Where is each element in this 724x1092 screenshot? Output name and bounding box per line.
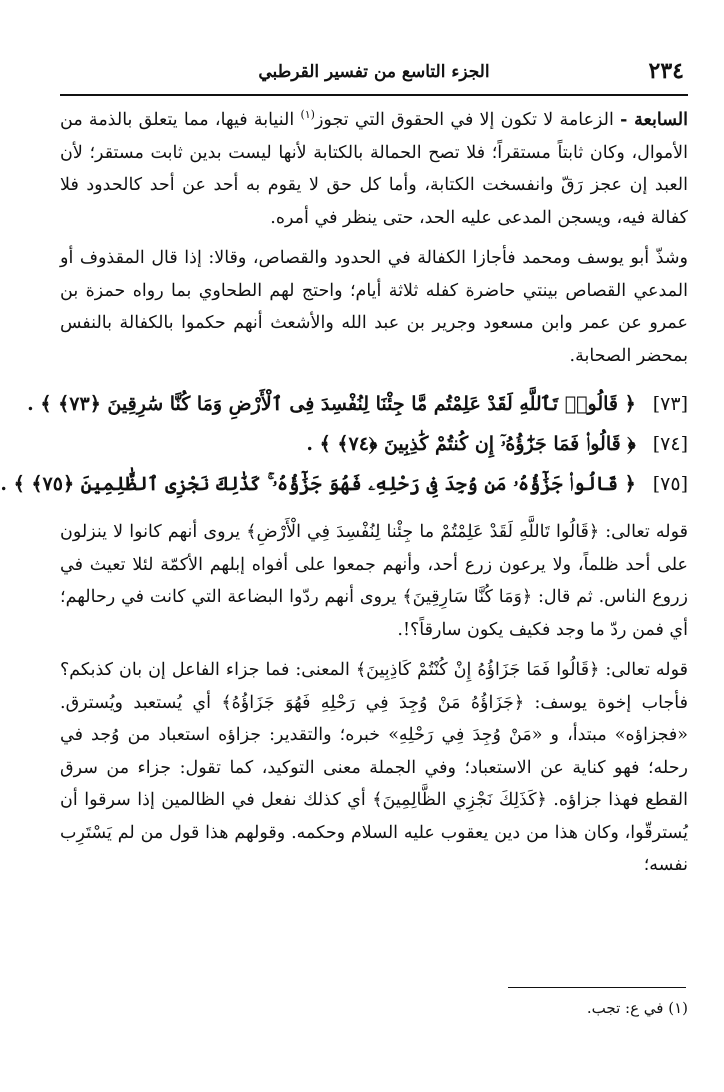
footnote-reference: (١) (300, 108, 315, 122)
page-body (0, 96, 689, 882)
verse-number: [٧٥] (652, 473, 688, 495)
issue-lead: السابعة - (620, 110, 689, 130)
footnote-divider (508, 987, 686, 988)
page-header (60, 54, 688, 96)
verse-text: ﴿ قَالُوا۟ جَزَٰٓؤُهُۥ مَن وُجِدَ فِى رَحْلِهِۦ فَهُوَ جَزَٰٓؤُهُۥ ۚ كَذَٰلِكَ نَجْزِى ٱلظَّٰلِمِينَ ﴿٧٥﴾ ﴾ . (0, 473, 636, 495)
verse-number: [٧٣] (652, 393, 688, 415)
quran-verses (0, 384, 688, 504)
verse-text: ﴿ قَالُوا۟ تَٱللَّهِ لَقَدْ عَلِمْتُم مَّا جِئْنَا لِنُفْسِدَ فِى ٱلْأَرْضِ وَمَا كُنَّا سَٰرِقِينَ ﴿٧٣﴾ ﴾ . (27, 393, 636, 415)
running-title: الجزء التاسع من تفسير القرطبي (258, 62, 490, 82)
verse-75 (0, 464, 688, 504)
footnote: (١) في ع: تجب. (586, 999, 688, 1017)
paragraph-abu-yusuf: وشذّ أبو يوسف ومحمد فأجازا الكفالة في الحدود والقصاص، وقالا: إذا قال المقذوف أو المدعي القصاص بينتي حاضرة كفله ثلاثة أيام؛ واحتج لهم الطحاوي بما رواه حمزة بن عمرو عن عمر وابن مسعود وجرير بن عبد الله والأشعث أنهم حكموا بالكفالة بالنفس بمحضر الصحابة. (60, 248, 688, 366)
book-page (0, 54, 689, 1054)
verse-text: ﴿ قَالُوا۟ فَمَا جَزَٰٓؤُهُۥٓ إِن كُنتُمْ كَٰذِبِينَ ﴿٧٤﴾ ﴾ . (306, 433, 636, 455)
paragraph-seventh-issue (60, 104, 688, 234)
paragraph-commentary-73: قوله تعالى: ﴿قَالُوا تَاللَّهِ لَقَدْ عَلِمْتُمْ ما جِئْنا لِنُفْسِدَ فِي الْأَرْضِ﴾ يروى أنهم كانوا لا ينزلون على أحد ظلماً، ولا يرعون زرع أحد، وأنهم جمعوا على أفواه إبلهم الأكمّة لئلا تعيث في زروع الناس. ثم قال: ﴿وَمَا كُنَّا سَارِقِينَ﴾ يروى أنهم ردّوا البضاعة التي كانت في رحالهم؛ أي فمن ردّ ما وجد فكيف يكون سارقاً؟!. (60, 522, 688, 640)
verse-73 (27, 384, 688, 424)
paragraph-text: النيابة فيها، مما يتعلق بالذمة من الأموال، وكان ثابتاً مستقراً؛ فلا تصح الحمالة بالكتابة لأنها ليست بدين ثابت مستقر؛ لأن العبد إن عجز رَقّ وانفسخت الكتابة، وأما كل حق لا يقوم به أحد عن أحد كالحدود فلا كفالة فيه، ويسجن المدعى عليه الحد، حتى ينظر في أمره. (60, 110, 688, 228)
verse-74 (60, 424, 688, 464)
paragraph-text: الزعامة لا تكون إلا في الحقوق التي تجوز (314, 110, 614, 130)
verse-number: [٧٤] (652, 433, 688, 455)
paragraph-commentary-74-75: قوله تعالى: ﴿قَالُوا فَمَا جَزَاؤُهُ إِنْ كُنْتُمْ كَاذِبِينَ﴾ المعنى: فما جزاء الفاعل إن بان كذبكم؟ فأجاب إخوة يوسف: ﴿جَزَاؤُهُ مَنْ وُجِدَ فِي رَحْلِهِ فَهُوَ جَزَاؤُهُ﴾ أي يُستعبد ويُسترق. «فجزاؤه» مبتدأ، و «مَنْ وُجِدَ فِي رَحْلِهِ» خبره؛ والتقدير: جزاؤه استعباد من وُجد في رحله؛ فهو كناية عن الاستعباد؛ وفي الجملة معنى التوكيد، كما تقول: جزاء من سرق القطع فهذا جزاؤه. ﴿كَذَلِكَ نَجْزِي الظَّالِمِينَ﴾ أي كذلك نفعل في الظالمين إذا سرقوا أن يُسترقّوا، وكان هذا من دين يعقوب عليه السلام وحكمه. وقولهم هذا قول من لم يَسْتَرِب نفسه؛ (60, 660, 688, 875)
page-number: ٢٣٤ (648, 58, 684, 84)
